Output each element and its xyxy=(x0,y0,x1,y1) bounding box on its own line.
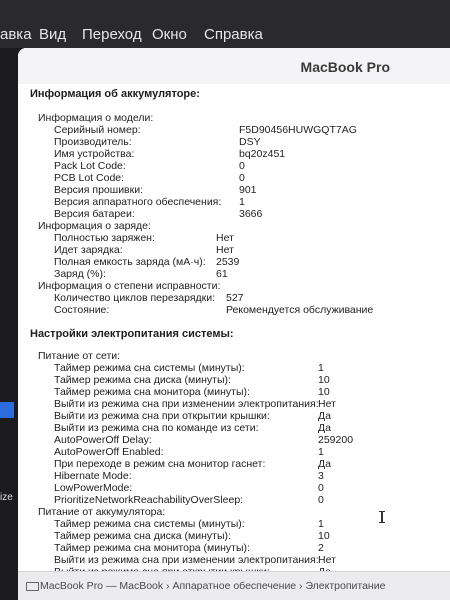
info-label: Идет зарядка: xyxy=(54,244,123,256)
power-settings-heading: Настройки электропитания системы: xyxy=(30,328,234,340)
info-value: Нет xyxy=(318,554,336,566)
info-label: Состояние: xyxy=(54,304,110,316)
health-info-heading: Информация о степени исправности: xyxy=(38,280,221,292)
info-value: bq20z451 xyxy=(239,148,286,160)
info-value: 0 xyxy=(239,160,245,172)
window-title: MacBook Pro xyxy=(300,59,390,75)
info-value: DSY xyxy=(239,136,261,148)
info-label: Серийный номер: xyxy=(54,124,141,136)
info-label: AutoPowerOff Delay: xyxy=(54,434,152,446)
info-value: 10 xyxy=(318,386,330,398)
info-value: 3 xyxy=(318,470,324,482)
menu-window[interactable]: Окно xyxy=(152,26,187,43)
breadcrumb[interactable]: MacBook Pro — MacBook › Аппаратное обеспечение › Электропитание xyxy=(40,580,386,592)
info-value: 2539 xyxy=(216,256,240,268)
info-value: 3666 xyxy=(239,208,263,220)
info-label: Версия прошивки: xyxy=(54,184,144,196)
info-value: 0 xyxy=(239,172,245,184)
info-label: Производитель: xyxy=(54,136,132,148)
info-value: 901 xyxy=(239,184,257,196)
battery-info-heading: Информация об аккумуляторе: xyxy=(30,88,200,100)
info-label: Заряд (%): xyxy=(54,268,106,280)
info-row xyxy=(54,172,124,184)
info-label: Таймер режима сна диска (минуты): xyxy=(54,530,231,542)
info-row xyxy=(54,136,132,148)
info-label: Таймер режима сна диска (минуты): xyxy=(54,374,231,386)
info-value: Да xyxy=(318,458,331,470)
info-value: 1 xyxy=(318,518,324,530)
info-value: F5D90456HUWGQT7AG xyxy=(239,124,357,136)
title-bar[interactable] xyxy=(18,48,450,84)
info-label: При переходе в режим сна монитор гаснет: xyxy=(54,458,266,470)
sidebar-text-fragment: ize xyxy=(0,492,13,503)
info-value: 0 xyxy=(318,482,324,494)
info-label: Полностью заряжен: xyxy=(54,232,155,244)
info-value: Нет xyxy=(318,398,336,410)
info-value: Нет xyxy=(216,232,234,244)
info-row xyxy=(54,160,126,172)
text-cursor-icon xyxy=(381,511,383,523)
info-label: Версия аппаратного обеспечения: xyxy=(54,196,222,208)
info-label: Количество циклов перезарядки: xyxy=(54,292,216,304)
info-label: Полная емкость заряда (мА·ч): xyxy=(54,256,206,268)
info-value: 1 xyxy=(318,362,324,374)
info-value: Да xyxy=(318,410,331,422)
info-row xyxy=(54,208,135,220)
path-bar xyxy=(18,571,450,600)
info-label: Выйти из режима сна при изменении электропитания: xyxy=(54,398,319,410)
sidebar-selection-highlight[interactable] xyxy=(0,402,14,418)
detail-pane xyxy=(18,84,450,572)
battery-power-heading: Питание от аккумулятора: xyxy=(38,506,166,518)
info-value: 2 xyxy=(318,542,324,554)
info-label: Hibernate Mode: xyxy=(54,470,132,482)
info-value: 0 xyxy=(318,494,324,506)
info-label: Таймер режима сна системы (минуты): xyxy=(54,362,245,374)
info-label: Таймер режима сна монитора (минуты): xyxy=(54,542,250,554)
info-value: 1 xyxy=(318,446,324,458)
info-value: 10 xyxy=(318,530,330,542)
info-label: Pack Lot Code: xyxy=(54,160,126,172)
info-value: 259200 xyxy=(318,434,354,446)
info-label: Имя устройства: xyxy=(54,148,135,160)
menu-edit[interactable]: авка xyxy=(0,26,32,43)
info-row xyxy=(54,148,134,160)
info-label: Выйти из режима сна при открытии крышки: xyxy=(54,410,270,422)
info-label: Выйти из режима сна по команде из сети: xyxy=(54,422,259,434)
info-value: Да xyxy=(318,422,331,434)
menu-help[interactable]: Справка xyxy=(204,26,263,43)
model-info-heading: Информация о модели: xyxy=(38,112,154,124)
info-value: 61 xyxy=(216,268,228,280)
ac-power-heading: Питание от сети: xyxy=(38,350,121,362)
info-label: Выйти из режима сна при изменении электропитания: xyxy=(54,554,319,566)
info-value: Рекомендуется обслуживание xyxy=(226,304,374,316)
info-label: PrioritizeNetworkReachabilityOverSleep: xyxy=(54,494,244,506)
info-row xyxy=(54,124,141,136)
info-value: 10 xyxy=(318,374,330,386)
info-label: Таймер режима сна системы (минуты): xyxy=(54,518,245,530)
menu-bar xyxy=(0,0,450,48)
menu-go[interactable]: Переход xyxy=(82,26,142,43)
laptop-icon xyxy=(26,582,39,591)
info-value: 1 xyxy=(239,196,245,208)
info-row xyxy=(54,196,221,208)
info-value: 527 xyxy=(226,292,244,304)
system-information-window xyxy=(18,48,450,600)
info-label: Версия батареи: xyxy=(54,208,135,220)
info-label: Таймер режима сна монитора (минуты): xyxy=(54,386,250,398)
charge-info-heading: Информация о заряде: xyxy=(38,220,151,232)
menu-view[interactable]: Вид xyxy=(39,26,67,43)
info-value: Нет xyxy=(216,244,234,256)
info-label: AutoPowerOff Enabled: xyxy=(54,446,164,458)
info-row xyxy=(54,184,143,196)
info-label: LowPowerMode: xyxy=(54,482,133,494)
info-label: PCB Lot Code: xyxy=(54,172,125,184)
